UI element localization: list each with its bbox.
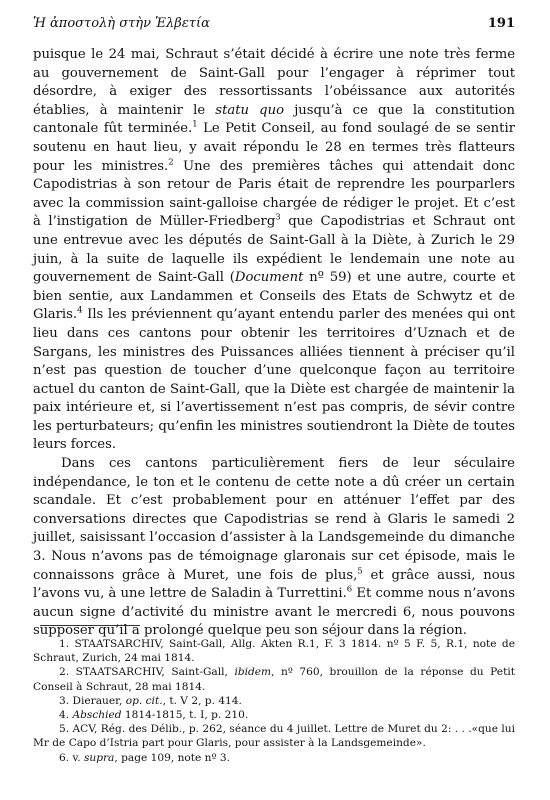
text-run: Une des premières tâches qui attendait donc Capodistrias à son retour de Paris était de reprendre les pourparlers avec la commission saint-galloise chargée de rédiger le projet. Et c’est à l’instigation de Müller-Friedberg <box>33 158 516 230</box>
paragraph-1 <box>33 46 515 455</box>
text-run: jusqu’à ce que la constitution cantonale fût terminée. <box>33 102 515 137</box>
italic-term: Document <box>234 270 304 286</box>
footnote-text: , t. V 2, p. 414. <box>162 694 242 707</box>
footnote-2 <box>33 665 515 693</box>
paragraph-2 <box>33 455 515 641</box>
running-title: Ἡ ἀποστολὴ στὴν Ἑλβετία <box>33 16 210 31</box>
text-run: nº 59) et une autre, courte et bien sentie, aux Landammen et Conseils des Etats de Schwytz et de Glaris. <box>33 270 515 323</box>
footnote-ref-5: 5 <box>357 566 363 577</box>
footnote-text: 2. STAATSARCHIV, Saint-Gall, <box>59 666 235 679</box>
footnote-italic: ibidem <box>234 666 272 679</box>
text-run: Dans ces cantons particulièrement fiers de leur séculaire indépendance, le ton et le contenu de cette note a dû créer un certain scandale. Et c’est probablement pour en atténuer l’effet par des conversations directes que Capodistrias se rend à Glaris le samedi 2 juillet, saisissant l’occasion d’assister à la Landsgemeinde du dimanche 3. Nous n’avons pas de témoignage glaronais sur cet épisode, mais le connaissons grâce à Muret, une fois de plus, <box>33 456 515 583</box>
footnote-text: , page 109, note nº 3. <box>114 751 230 764</box>
text-run: puisque le 24 mai, Schraut s’était décidé à écrire une note très ferme au gouvernement de Saint-Gall pour l’engager à réprimer tout désordre, à exiger des ressortissants l’obéissance aux autorités établies, à maintenir le <box>33 47 515 118</box>
footnote-1: 1. STAATSARCHIV, Saint-Gall, Allg. Akten R.1, F. 3 1814. nº 5 F. 5, R.1, note de Schraut, Zurich, 24 mai 1814. <box>33 638 515 665</box>
text-run: Ils les préviennent qu’ayant entendu parler des menées qui ont lieu dans ces cantons pour obtenir les territoires d’Uznach et de Sargans, les ministres des Puissances alliées tiennent à préciser qu’il n’est pas question de toucher d’une quelconque façon au territoire actuel du canton de Saint-Gall, que la Diète est chargée de maintenir la paix intérieure et, si l’avertissement n’est pas compris, de sévir contre les perturbateurs; qu’enfin les ministres soutiendront la Diète de toutes leurs forces. <box>33 307 515 453</box>
footnote-ref-3: 3 <box>275 212 281 223</box>
text-run: Et comme nous n’avons aucun signe d’activité du ministre avant le mercredi 6, nous pouvons supposer qu’il a prolongé quelque peu son séjour dans la région. <box>33 586 515 639</box>
text-run: et grâce aussi, nous l’avons vu, à une lettre de Saladin à Turrettini. <box>33 567 515 602</box>
running-head <box>33 14 515 34</box>
body-text <box>33 46 515 641</box>
footnote-4 <box>33 708 515 722</box>
footnote-text: 6. v. <box>59 751 84 764</box>
footnote-italic: Abschied <box>72 709 122 722</box>
footnote-text: 3. Dierauer, <box>59 694 126 707</box>
footnote-text: 4. <box>59 709 73 722</box>
footnotes <box>33 637 515 765</box>
footnote-italic: supra <box>83 751 115 764</box>
footnote-ref-6: 6 <box>346 584 353 595</box>
footnote-ref-4: 4 <box>77 305 83 316</box>
footnote-italic: op. cit. <box>125 694 163 707</box>
footnote-3 <box>33 694 515 708</box>
page-number: 191 <box>487 16 515 31</box>
text-run: que Capodistrias et Schraut ont une entrevue avec les députés de Saint-Gall à la Diète, à Zurich le 29 juin, à la suite de laquelle ils expédient le lendemain une note au gouvernement de Saint-Gall ( <box>33 214 515 286</box>
text-run: Le Petit Conseil, au fond soulagé de se sentir soutenu en haut lieu, y avait répondu le 28 en termes très flatteurs pour les ministres. <box>33 121 515 174</box>
footnote-5: 5. ACV, Rég. des Délib., p. 262, séance du 4 juillet. Lettre de Muret du 2: . . .«que lui Mr de Capo d’Istria part pour Glaris, pour assister à la Landsgemeinde». <box>33 723 515 750</box>
footnote-divider <box>40 625 140 626</box>
italic-term: statu quo <box>215 102 285 118</box>
footnote-ref-1: 1 <box>192 119 198 130</box>
footnote-text: 1814-1815, t. I, p. 210. <box>121 709 249 722</box>
footnote-text: , nº 760, brouillon de la réponse du Petit Conseil à Schraut, 28 mai 1814. <box>33 666 515 693</box>
footnote-ref-2: 2 <box>168 157 174 168</box>
footnote-6 <box>33 751 515 765</box>
